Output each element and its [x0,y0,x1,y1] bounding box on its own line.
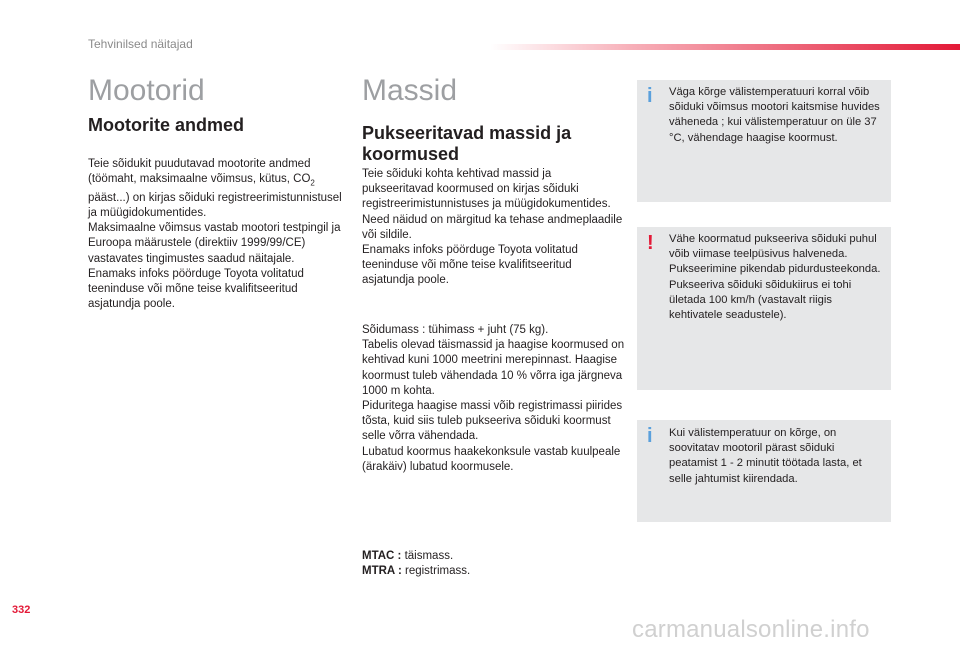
watermark: carmanualsonline.info [632,616,870,643]
masses-paragraph-3: Enamaks infoks pöörduge Toyota volitatud teeninduse või mõne teise kvalifitseeritud asjatundja poole. [362,244,578,287]
masses-text-block-2 [362,323,627,475]
masses-paragraph-4: Sõidumass : tühimass + juht (75 kg). [362,324,549,336]
subtitle-engine-data: Mootorite andmed [88,115,244,135]
section-title-engines: Mootorid [88,74,205,107]
masses-paragraph-1: Teie sõiduki kohta kehtivad massid ja pukseeritavad koormused on kirjas sõiduki registreerimistunnistuses ja müügidokumentides. [362,168,611,211]
masses-paragraph-7: Lubatud koormus haakekonksule vastab kuulpeale (ärakäiv) lubatud koormusele. [362,445,621,473]
abbr-mtac: MTAC : täismass. [362,550,454,562]
note-text-towing-warning [669,232,883,323]
masses-text-block-1 [362,167,624,289]
note-box-towing-warning [637,227,891,390]
abbr-mtra: MTRA : registrimass. [362,565,471,578]
engine-paragraph-2: Maksimaalne võimsus vastab mootori testpingil ja Euroopa määrustele (direktiiv 1999/99/CE) vastavates tingimustes saadud näitajale. [88,222,341,265]
header-accent-bar [490,44,960,50]
note-text-high-temperature: Väga kõrge välistemperatuuri korral võib sõiduki võimsus mootori kaitsmise huvides väheneda ; kui välistemperatuur on üle 37 °C, vähendage haagise koormust. [669,86,880,144]
engine-data-text [88,157,346,312]
warning-line-3: Pukseeriva sõiduki sõidukiirus ei tohi ületada 100 km/h (vastavalt riigis kehtivatele seadustele). [669,278,852,322]
warning-line-1: Vähe koormatud pukseeriva sõiduki puhul võib viimase teelpüsivus halveneda. [669,233,877,261]
warning-line-2: Pukseerimine pikendab pidurdusteekonda. [669,263,881,276]
masses-paragraph-2: Need näidud on märgitud ka tehase andmeplaadile või sildile. [362,213,623,241]
masses-paragraph-5: Tabelis olevad täismassid ja haagise koormused on kehtivad kuni 1000 meetrini merepinnast. Haagise koormust tuleb vähendada 10 % võrra iga järgneva 1000 m kohta. [362,339,625,397]
abbreviations [362,549,622,579]
engine-paragraph-1: Teie sõidukit puudutavad mootorite andmed (töömaht, maksimaalne võimsus, kütus, $CO_2$ pääst...) on kirjas sõiduki registreerimistunnistusel ja müügidokumentides. [88,158,342,219]
section-title-masses: Massid [362,74,458,107]
co2-subscript: 2 [310,178,315,188]
note-box-high-temperature [637,80,891,202]
subtitle-towable-masses: Pukseeritavad massid ja koormused [362,123,572,164]
page-number: 332 [12,604,31,616]
note-box-engine-cooling [637,420,891,522]
running-header: Tehvinilsed näitajad [88,37,193,51]
info-icon: i [647,85,653,107]
engine-paragraph-3: Enamaks infoks pöörduge Toyota volitatud teeninduse või mõne teise kvalifitseeritud asjatundja poole. [88,267,304,311]
warning-icon: ! [647,232,654,254]
masses-paragraph-6: Piduritega haagise massi võib registrimassi piirides tõsta, kuid siis tuleb pukseeriva sõiduki koormust selle võrra vähendada. [362,400,623,443]
note-text-engine-cooling: Kui välistemperatuur on kõrge, on soovitatav mootoril pärast sõiduki peatamist 1 - 2 minutit töötada lasta, et selle jahtumist kiirendada. [669,427,862,485]
info-icon: i [647,425,653,447]
